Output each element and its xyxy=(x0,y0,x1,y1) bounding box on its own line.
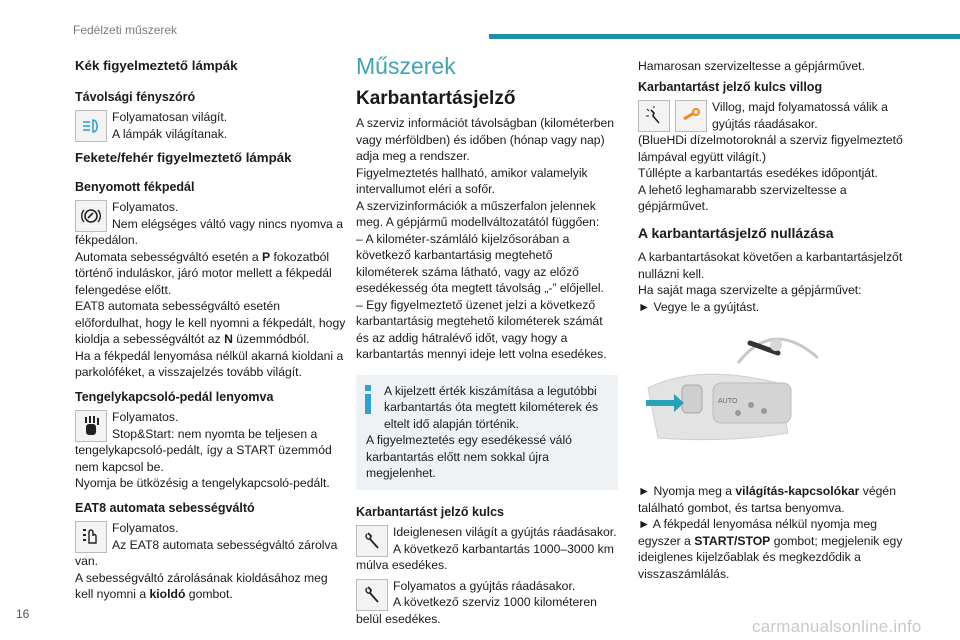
column-right xyxy=(638,58,916,582)
wrench-a-line2: A következő karbantartás 1000–3000 km múlva esedékes. xyxy=(356,541,614,572)
clutch-title: Tengelykapcsoló-pedál lenyomva xyxy=(75,389,274,404)
wrench-b-line2: A következő szerviz 1000 kilométeren belül esedékes. xyxy=(356,595,597,626)
watermark: carmanualsonline.info xyxy=(752,617,922,636)
flash-line4: A lehető leghamarabb szervizeltesse a gépjárművet. xyxy=(638,182,847,213)
stalk-illustration xyxy=(638,323,916,473)
column-left xyxy=(75,58,347,611)
wrench-icon xyxy=(356,579,388,611)
wrench-a-line1: Ideiglenesen világít a gyújtás ráadásakor. xyxy=(393,525,617,539)
page-header-title: Fedélzeti műszerek xyxy=(73,23,178,37)
reset-step-3: ► A fékpedál lenyomása nélkül nyomja meg egyszer a START/STOP gombot; megjelenik egy ideiglenes kijelzőablak és megkezdődik a visszaszámlálás. xyxy=(638,517,903,581)
bw-lamps-heading: Fekete/fehér figyelmeztető lámpák xyxy=(75,150,292,165)
reset-heading: A karbantartásjelző nullázása xyxy=(638,224,834,241)
reset-step-1: ► Vegye le a gyújtást. xyxy=(638,299,760,314)
para-4: – A kilométer-számláló kijelzősorában a következő karbantartásig megtehető kilométerek száma látható, vagy az előző esedékesség óta megtett távolság „-” előjellel. xyxy=(356,231,604,295)
maintenance-indicator-heading: Karbantartásjelző xyxy=(356,87,516,109)
brake-line3: Automata sebességváltó esetén a P fokozatból történő induláskor, járó motor mellett a fékpedál felengedése előtt. xyxy=(75,249,332,297)
reset-step-2: ► Nyomja meg a világítás-kapcsolókar végén található gombot, és tartsa benyomva. xyxy=(638,484,896,515)
wrench-b-line1: Folyamatos a gyújtás ráadásakor. xyxy=(393,578,576,593)
brake-line2: Nem elégséges váltó vagy nincs nyomva a fékpedálon. xyxy=(75,216,344,247)
service-wrench-orange-icon xyxy=(675,100,707,132)
gearbox-lock-icon xyxy=(75,521,107,553)
para-2: Figyelmeztetés hallható, amikor valamelyik intervallumot eléri a sofőr. xyxy=(356,165,588,196)
blue-lamps-heading: Kék figyelmeztető lámpák xyxy=(75,58,238,73)
brake-pedal-icon xyxy=(75,200,107,232)
header-accent-bar xyxy=(489,34,960,39)
section-title: Műszerek xyxy=(356,53,456,79)
flashing-wrench-icon xyxy=(638,100,670,132)
flash-heading: Karbantartást jelző kulcs villog xyxy=(638,79,823,94)
info-box xyxy=(356,375,618,490)
clutch-pedal-icon xyxy=(75,410,107,442)
info-icon xyxy=(364,385,372,415)
flash-line3: Túllépte a karbantartás esedékes időpontját. xyxy=(638,166,878,180)
brake-block xyxy=(75,179,347,381)
clutch-line2: Stop&Start: nem nyomta be teljesen a tengelykapcsoló-pedált, így a START üzemmód nem kapcsol be. xyxy=(75,426,332,474)
clutch-line1: Folyamatos. xyxy=(112,410,179,424)
para-3: A szervizinformációk a műszerfalon jelennek meg. A gépjármű modellváltozatától függően: xyxy=(356,198,600,229)
wrench-block-a xyxy=(356,524,618,574)
brake-line4: EAT8 automata sebességváltó esetén előfordulhat, hogy le kell nyomni a fékpedált, hogy kioldja a sebességváltót az N üzemmódból. xyxy=(75,299,346,346)
service-soon-text: Hamarosan szervizeltesse a gépjárművet. xyxy=(638,59,865,73)
eat8-title: EAT8 automata sebességváltó xyxy=(75,500,255,515)
brake-title: Benyomott fékpedál xyxy=(75,179,195,194)
eat8-line2: Az EAT8 automata sebességváltó zárolva van. xyxy=(75,537,338,568)
reset-para-1: A karbantartásokat követően a karbantartásjelzőt nullázni kell. xyxy=(638,250,903,281)
flash-line2: (BlueHDi dízelmotoroknál a szerviz figyelmeztető lámpával együtt világít.) xyxy=(638,133,903,164)
para-5: – Egy figyelmeztető üzenet jelzi a következő karbantartásig megtehető kilométerek számát és az addig hátralévő időt, vagy hogy a karbantartás mennyi ideje lett volna esedékes. xyxy=(356,297,607,361)
wrench-block-b xyxy=(356,578,618,628)
page-number: 16 xyxy=(16,607,30,621)
flash-line1: Villog, majd folyamatossá válik a gyújtás ráadásakor. xyxy=(712,100,888,131)
clutch-line3: Nyomja be ütközésig a tengelykapcsoló-pedált. xyxy=(75,476,330,490)
reset-para-2: Ha saját maga szervizelte a gépjárművet: xyxy=(638,283,862,297)
info-text-2: A figyelmeztetés egy esedékessé váló karbantartás előtt nem sokkal újra megjelenhet. xyxy=(366,433,572,480)
eat8-line1: Folyamatos. xyxy=(112,521,179,535)
brake-line1: Folyamatos. xyxy=(112,200,179,214)
info-text-1: A kijelzett érték kiszámítása a legutóbbi karbantartás óta megtett kilométerek és eltelt idő alapján történik. xyxy=(384,383,599,431)
flash-block xyxy=(638,99,916,215)
high-beam-title: Távolsági fényszóró xyxy=(75,89,196,104)
para-1: A szerviz információt távolságban (kilométerben vagy mérföldben) és időben (hónap vagy nap) adja meg a rendszer. xyxy=(356,116,615,163)
high-beam-block xyxy=(75,89,347,143)
eat8-block xyxy=(75,500,347,603)
high-beam-icon xyxy=(75,110,107,142)
brake-line5: Ha a fékpedál lenyomása nélkül akarná kioldani a parkolóféket, a visszajelzés tovább világít. xyxy=(75,348,344,379)
auto-label: AUTO xyxy=(718,398,738,405)
column-middle xyxy=(356,53,618,635)
clutch-block xyxy=(75,389,347,492)
wrench-heading: Karbantartást jelző kulcs xyxy=(356,504,504,519)
high-beam-line1: Folyamatosan világít. xyxy=(112,110,228,124)
wrench-icon xyxy=(356,525,388,557)
high-beam-line2: A lámpák világítanak. xyxy=(112,126,228,141)
eat8-line3: A sebességváltó zárolásának kioldásához meg kell nyomni a kioldó gombot. xyxy=(75,570,328,601)
